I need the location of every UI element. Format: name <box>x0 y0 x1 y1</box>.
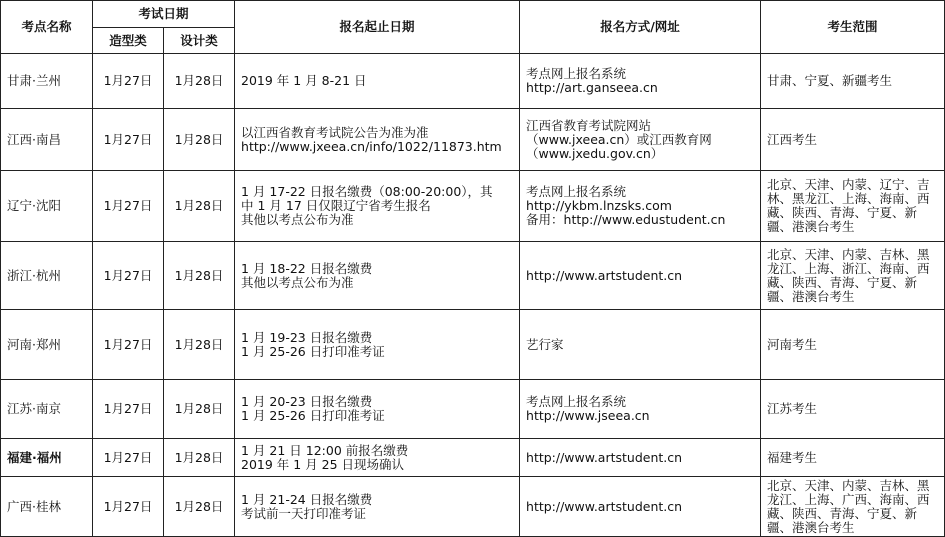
site-name: 江苏·南京 <box>1 380 93 439</box>
period-line: 1 月 17-22 日报名缴费（08:00-20:00），其 <box>241 184 493 199</box>
candidate-scope: 北京、天津、内蒙、吉林、黑龙江、上海、浙江、海南、西藏、陕西、青海、宁夏、新疆、港澳台考生 <box>761 242 945 310</box>
registration-period <box>235 109 520 171</box>
method-line: 江西省教育考试院网站 <box>526 117 652 133</box>
registration-method <box>520 242 761 310</box>
period-line: 考试前一天打印准考证 <box>241 505 367 521</box>
table-row <box>1 54 945 109</box>
site-name: 河南·郑州 <box>1 310 93 380</box>
period-line: 1 月 25-26 日打印准考证 <box>241 408 385 423</box>
candidate-scope: 江西考生 <box>761 109 945 171</box>
candidate-scope: 江苏考生 <box>761 380 945 439</box>
site-name: 甘肃·兰州 <box>1 54 93 109</box>
period-link[interactable]: http://www.jxeea.cn/info/1022/11873.htm <box>241 138 502 154</box>
period-line: 中 1 月 17 日仅限辽宁省考生报名 <box>241 198 431 213</box>
period-line: 1 月 19-23 日报名缴费 <box>241 329 373 345</box>
method-link[interactable]: http://www.artstudent.cn <box>526 267 683 283</box>
period-line: 1 月 18-22 日报名缴费 <box>241 260 373 276</box>
design-date: 1月28日 <box>164 439 235 477</box>
header-design: 设计类 <box>164 28 235 54</box>
table-row <box>1 310 945 380</box>
header-period: 报名起止日期 <box>235 1 520 54</box>
design-date: 1月28日 <box>164 380 235 439</box>
header-method: 报名方式/网址 <box>520 1 761 54</box>
header-site: 考点名称 <box>1 1 93 54</box>
header-modeling: 造型类 <box>93 28 164 54</box>
period-line: 1 月 21-24 日报名缴费 <box>241 491 373 507</box>
table-row <box>1 171 945 242</box>
method-link[interactable]: http://art.ganseea.cn <box>526 80 658 95</box>
design-date: 1月28日 <box>164 171 235 242</box>
site-name: 广西·桂林 <box>1 477 93 537</box>
registration-method <box>520 54 761 109</box>
registration-period <box>235 242 520 310</box>
registration-period <box>235 380 520 439</box>
registration-method <box>520 171 761 242</box>
method-link[interactable]: http://www.artstudent.cn <box>526 449 683 465</box>
period-line: 其他以考点公布为准 <box>241 212 354 227</box>
site-name: 江西·南昌 <box>1 109 93 171</box>
period-line: 1 月 21 日 12:00 前报名缴费 <box>241 442 409 458</box>
modeling-date: 1月27日 <box>93 54 164 109</box>
design-date: 1月28日 <box>164 477 235 537</box>
period-line: 2019 年 1 月 8-21 日 <box>241 73 367 88</box>
modeling-date: 1月27日 <box>93 380 164 439</box>
candidate-scope: 甘肃、宁夏、新疆考生 <box>761 54 945 109</box>
method-line: 考点网上报名系统 <box>526 394 627 409</box>
registration-period <box>235 439 520 477</box>
header-row-1 <box>1 1 945 28</box>
method-line: （www.jxeea.cn）或江西教育网 <box>526 131 712 147</box>
registration-period <box>235 171 520 242</box>
site-name: 福建·福州 <box>1 439 93 477</box>
period-line: 1 月 25-26 日打印准考证 <box>241 343 385 359</box>
modeling-date: 1月27日 <box>93 109 164 171</box>
method-line: 考点网上报名系统 <box>526 184 627 199</box>
method-line: 艺行家 <box>526 336 564 352</box>
site-name: 浙江·杭州 <box>1 242 93 310</box>
method-link[interactable]: http://ykbm.lnzsks.com <box>526 198 672 213</box>
registration-method <box>520 380 761 439</box>
design-date: 1月28日 <box>164 310 235 380</box>
registration-method <box>520 310 761 380</box>
period-line: 以江西省教育考试院公告为准为准 <box>241 124 429 140</box>
modeling-date: 1月27日 <box>93 171 164 242</box>
modeling-date: 1月27日 <box>93 310 164 380</box>
design-date: 1月28日 <box>164 54 235 109</box>
period-line: 1 月 20-23 日报名缴费 <box>241 394 373 409</box>
registration-period <box>235 54 520 109</box>
header-exam-date: 考试日期 <box>93 1 235 28</box>
header-scope: 考生范围 <box>761 1 945 54</box>
table-row <box>1 242 945 310</box>
period-line: 2019 年 1 月 25 日现场确认 <box>241 456 405 472</box>
method-line: （www.jxedu.gov.cn） <box>526 145 664 161</box>
table-row <box>1 380 945 439</box>
candidate-scope: 河南考生 <box>761 310 945 380</box>
design-date: 1月28日 <box>164 242 235 310</box>
candidate-scope: 北京、天津、内蒙、吉林、黑龙江、上海、广西、海南、西藏、陕西、青海、宁夏、新疆、港澳台考生 <box>761 477 945 537</box>
method-link[interactable]: http://www.jseea.cn <box>526 408 650 423</box>
method-link[interactable]: 备用：http://www.edustudent.cn <box>526 212 726 227</box>
table-row <box>1 109 945 171</box>
registration-period <box>235 310 520 380</box>
modeling-date: 1月27日 <box>93 242 164 310</box>
method-link[interactable]: http://www.artstudent.cn <box>526 498 683 514</box>
candidate-scope: 北京、天津、内蒙、辽宁、吉林、黑龙江、上海、海南、西藏、陕西、青海、宁夏、新疆、港澳台考生 <box>761 171 945 242</box>
registration-method <box>520 439 761 477</box>
candidate-scope: 福建考生 <box>761 439 945 477</box>
period-line: 其他以考点公布为准 <box>241 274 354 290</box>
design-date: 1月28日 <box>164 109 235 171</box>
modeling-date: 1月27日 <box>93 477 164 537</box>
method-line: 考点网上报名系统 <box>526 66 627 81</box>
modeling-date: 1月27日 <box>93 439 164 477</box>
table-row <box>1 439 945 477</box>
registration-method <box>520 109 761 171</box>
site-name: 辽宁·沈阳 <box>1 171 93 242</box>
